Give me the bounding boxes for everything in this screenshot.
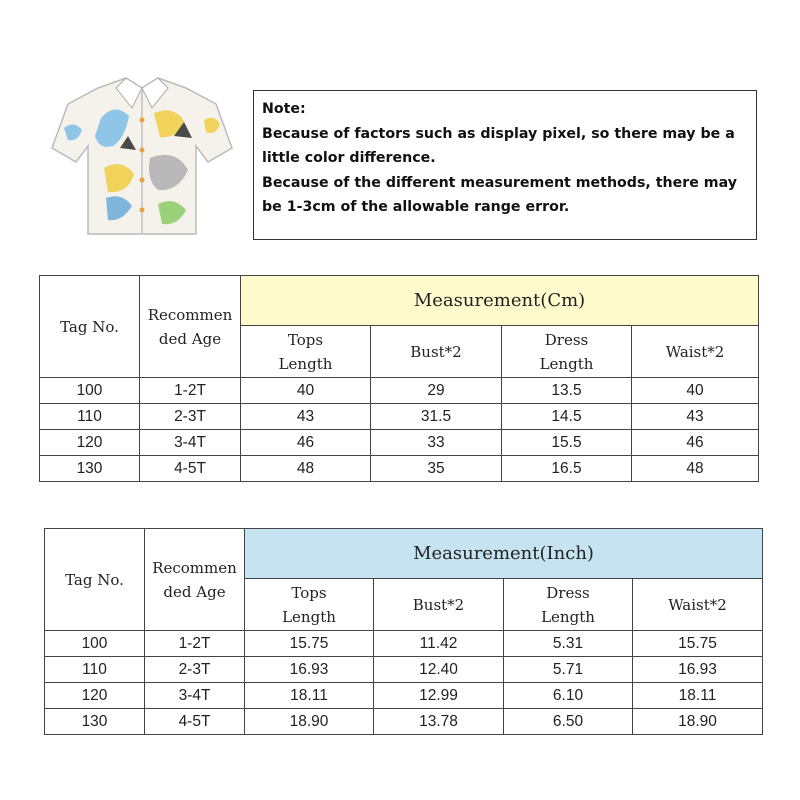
waist-cell: 40 bbox=[632, 378, 759, 404]
age-cell: 2-3T bbox=[140, 404, 241, 430]
waist-header: Waist*2 bbox=[633, 579, 763, 631]
bust-cell: 35 bbox=[371, 456, 502, 482]
size-table-inch bbox=[44, 528, 763, 735]
tag-cell: 120 bbox=[45, 683, 145, 709]
age-header-line-1: Recommen bbox=[152, 558, 237, 577]
dress-length-cell: 5.71 bbox=[504, 657, 633, 683]
column-header-line: Dress bbox=[546, 583, 590, 602]
note-box bbox=[253, 90, 757, 240]
age-cell: 2-3T bbox=[145, 657, 245, 683]
tops-length-header bbox=[245, 579, 374, 631]
dress-length-cell: 15.5 bbox=[502, 430, 632, 456]
table-row bbox=[45, 709, 763, 735]
tops-length-cell: 16.93 bbox=[245, 657, 374, 683]
bust-cell: 31.5 bbox=[371, 404, 502, 430]
dress-length-cell: 13.5 bbox=[502, 378, 632, 404]
waist-cell: 15.75 bbox=[633, 631, 763, 657]
bust-cell: 12.99 bbox=[374, 683, 504, 709]
table-row bbox=[40, 456, 759, 482]
bust-cell: 33 bbox=[371, 430, 502, 456]
waist-cell: 18.11 bbox=[633, 683, 763, 709]
waist-cell: 16.93 bbox=[633, 657, 763, 683]
waist-cell: 43 bbox=[632, 404, 759, 430]
note-heading: Note: bbox=[262, 101, 306, 117]
table-row bbox=[45, 631, 763, 657]
age-cell: 1-2T bbox=[145, 631, 245, 657]
tops-length-cell: 40 bbox=[241, 378, 371, 404]
dress-length-header bbox=[502, 326, 632, 378]
dress-length-cell: 6.50 bbox=[504, 709, 633, 735]
tag-cell: 130 bbox=[45, 709, 145, 735]
waist-cell: 18.90 bbox=[633, 709, 763, 735]
note-line: Because of the different measurement methods, there may bbox=[262, 174, 737, 191]
waist-cell: 46 bbox=[632, 430, 759, 456]
dress-length-cell: 6.10 bbox=[504, 683, 633, 709]
bust-cell: 13.78 bbox=[374, 709, 504, 735]
column-header-line: Length bbox=[278, 354, 333, 373]
bust-cell: 12.40 bbox=[374, 657, 504, 683]
tops-length-cell: 15.75 bbox=[245, 631, 374, 657]
tops-length-cell: 43 bbox=[241, 404, 371, 430]
age-cell: 4-5T bbox=[140, 456, 241, 482]
tops-length-header bbox=[241, 326, 371, 378]
table-row bbox=[40, 430, 759, 456]
size-table-cm bbox=[39, 275, 759, 482]
column-header-line: Length bbox=[282, 607, 336, 626]
note-line: be 1-3cm of the allowable range error. bbox=[262, 199, 570, 215]
tag-cell: 100 bbox=[40, 378, 140, 404]
note-line: Because of factors such as display pixel, so there may be a bbox=[262, 125, 735, 142]
recommended-age-header bbox=[140, 276, 241, 378]
dress-length-header bbox=[504, 579, 633, 631]
age-header-line-2: ded Age bbox=[158, 329, 222, 348]
age-cell: 4-5T bbox=[145, 709, 245, 735]
age-cell: 3-4T bbox=[145, 683, 245, 709]
tag-cell: 110 bbox=[40, 404, 140, 430]
column-header-line: Tops bbox=[291, 583, 327, 602]
measurement-inch-header: Measurement(Inch) bbox=[245, 529, 763, 579]
tag-cell: 100 bbox=[45, 631, 145, 657]
waist-cell: 48 bbox=[632, 456, 759, 482]
column-header-line: Dress bbox=[544, 330, 589, 349]
tops-length-cell: 48 bbox=[241, 456, 371, 482]
waist-header: Waist*2 bbox=[632, 326, 759, 378]
tops-length-cell: 18.90 bbox=[245, 709, 374, 735]
column-header-line: Length bbox=[541, 607, 595, 626]
dinosaur-shirt-icon bbox=[46, 58, 238, 242]
bust-header: Bust*2 bbox=[374, 579, 504, 631]
tag-cell: 110 bbox=[45, 657, 145, 683]
recommended-age-header bbox=[145, 529, 245, 631]
dress-length-cell: 14.5 bbox=[502, 404, 632, 430]
table-row bbox=[40, 404, 759, 430]
tag-cell: 130 bbox=[40, 456, 140, 482]
column-header-line: Tops bbox=[287, 330, 324, 349]
tops-length-cell: 46 bbox=[241, 430, 371, 456]
bust-cell: 11.42 bbox=[374, 631, 504, 657]
dress-length-cell: 16.5 bbox=[502, 456, 632, 482]
tag-no-header: Tag No. bbox=[45, 529, 145, 631]
age-header-line-1: Recommen bbox=[147, 305, 233, 324]
table-row bbox=[45, 683, 763, 709]
table-row bbox=[45, 657, 763, 683]
tops-length-cell: 18.11 bbox=[245, 683, 374, 709]
tag-no-header: Tag No. bbox=[40, 276, 140, 378]
dress-length-cell: 5.31 bbox=[504, 631, 633, 657]
measurement-cm-header: Measurement(Cm) bbox=[241, 276, 759, 326]
note-line: little color difference. bbox=[262, 150, 436, 166]
bust-header: Bust*2 bbox=[371, 326, 502, 378]
age-header-line-2: ded Age bbox=[163, 582, 226, 601]
column-header-line: Length bbox=[539, 354, 594, 373]
tag-cell: 120 bbox=[40, 430, 140, 456]
table-row bbox=[40, 378, 759, 404]
age-cell: 1-2T bbox=[140, 378, 241, 404]
age-cell: 3-4T bbox=[140, 430, 241, 456]
bust-cell: 29 bbox=[371, 378, 502, 404]
